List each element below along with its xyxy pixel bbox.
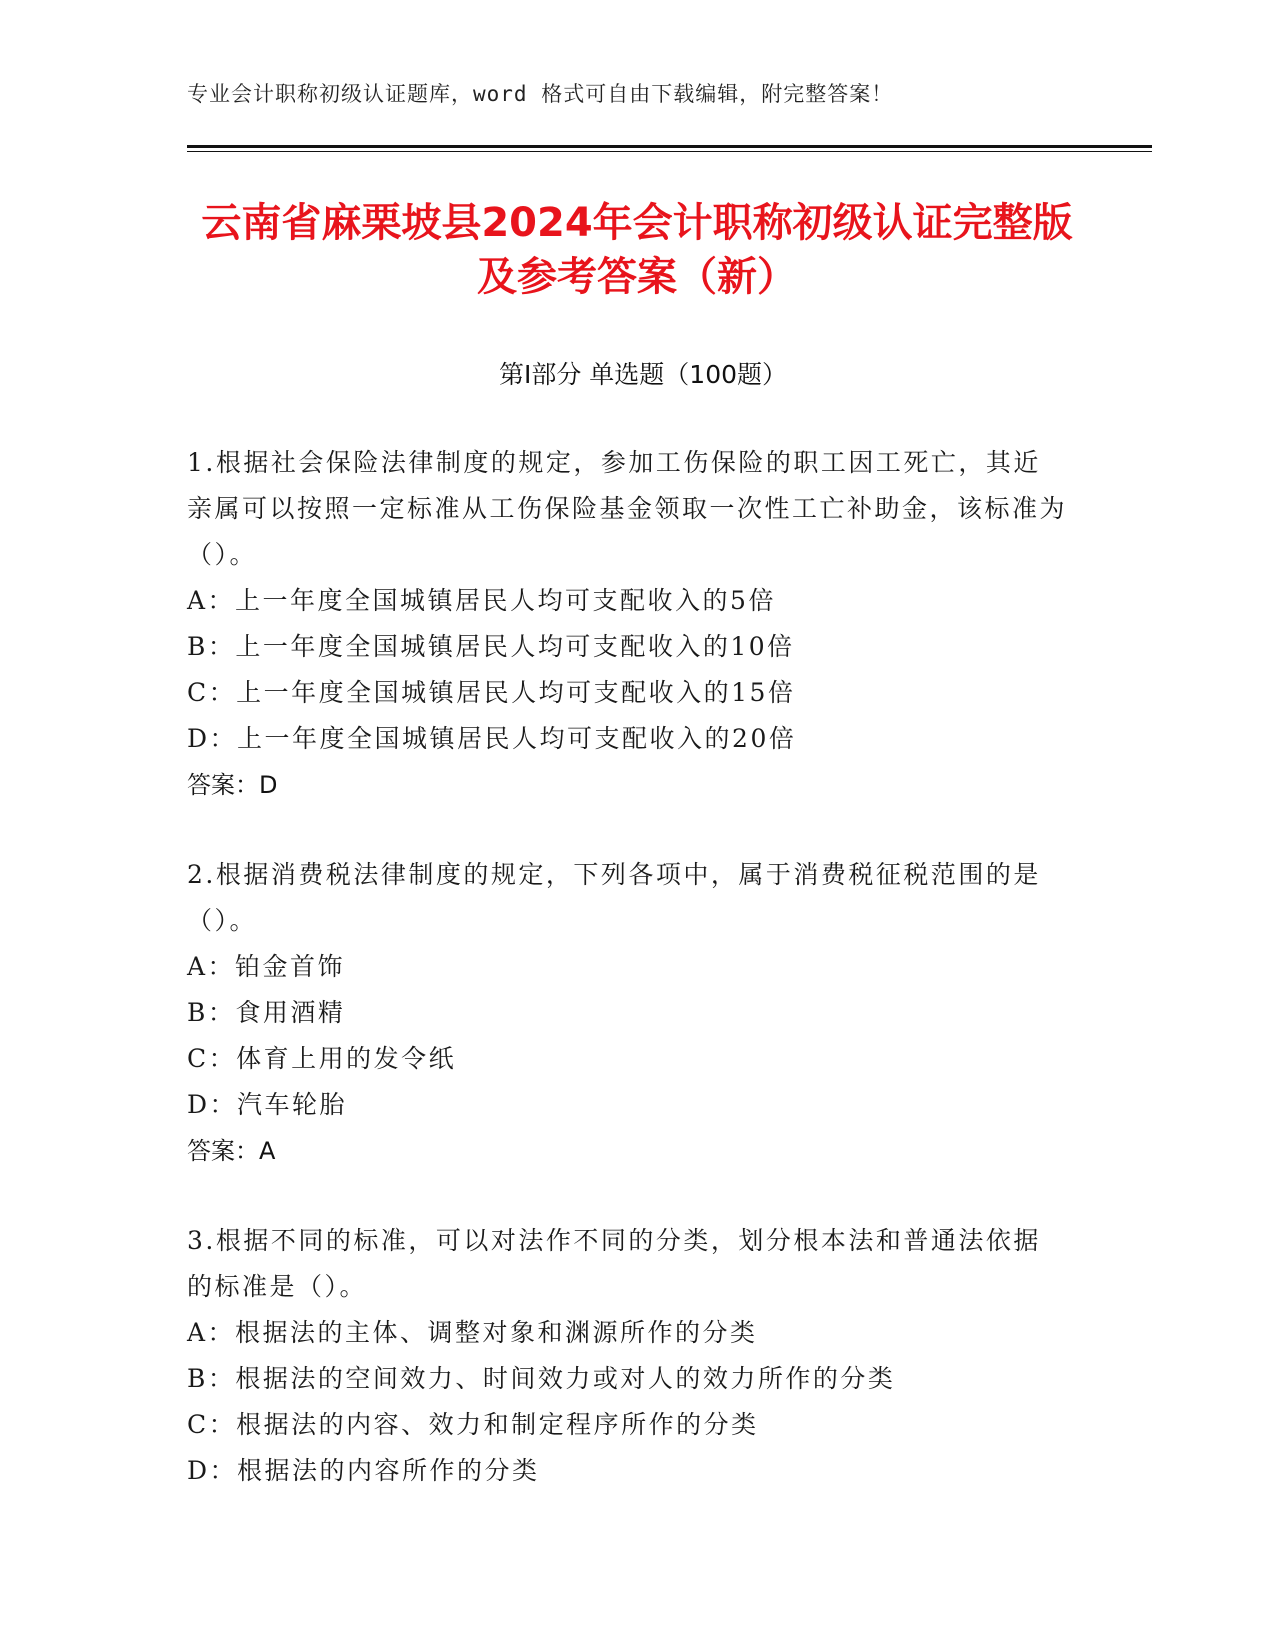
- option-a: A：铂金首饰: [187, 952, 346, 981]
- header-divider-thick: [187, 145, 1152, 148]
- option-d: D：根据法的内容所作的分类: [187, 1456, 540, 1485]
- answer: 答案：A: [187, 1137, 276, 1165]
- question-stem: 2.根据消费税法律制度的规定，下列各项中，属于消费税征税范围的是（）。: [187, 860, 1041, 935]
- option-c: C：根据法的内容、效力和制定程序所作的分类: [187, 1410, 759, 1439]
- option-d: D：上一年度全国城镇居民人均可支配收入的20倍: [187, 724, 797, 753]
- option-b: B：上一年度全国城镇居民人均可支配收入的10倍: [187, 632, 795, 661]
- option-c: C：体育上用的发令纸: [187, 1044, 457, 1073]
- question-item: [187, 440, 1067, 808]
- question-list: [187, 440, 1067, 1538]
- header-divider-thin: [187, 151, 1152, 152]
- question-item: [187, 852, 1067, 1174]
- answer: 答案：D: [187, 771, 278, 799]
- option-a: A：根据法的主体、调整对象和渊源所作的分类: [187, 1318, 758, 1347]
- option-a: A：上一年度全国城镇居民人均可支配收入的5倍: [187, 586, 776, 615]
- option-b: B：根据法的空间效力、时间效力或对人的效力所作的分类: [187, 1364, 896, 1393]
- option-b: B：食用酒精: [187, 998, 346, 1027]
- question-item: [187, 1218, 1067, 1494]
- section-title: 第Ⅰ部分 单选题（100题）: [498, 360, 788, 389]
- question-stem: 1.根据社会保险法律制度的规定，参加工伤保险的职工因工死亡，其近亲属可以按照一定标准从工伤保险基金领取一次性工亡补助金，该标准为（）。: [187, 448, 1068, 569]
- header-note: 专业会计职称初级认证题库，word 格式可自由下载编辑，附完整答案！: [187, 82, 894, 106]
- option-d: D：汽车轮胎: [187, 1090, 348, 1119]
- question-stem: 3.根据不同的标准，可以对法作不同的分类，划分根本法和普通法依据的标准是（）。: [187, 1226, 1041, 1301]
- option-c: C：上一年度全国城镇居民人均可支配收入的15倍: [187, 678, 796, 707]
- document-title: 云南省麻栗坡县2024年会计职称初级认证完整版及参考答案（新）: [201, 200, 1073, 300]
